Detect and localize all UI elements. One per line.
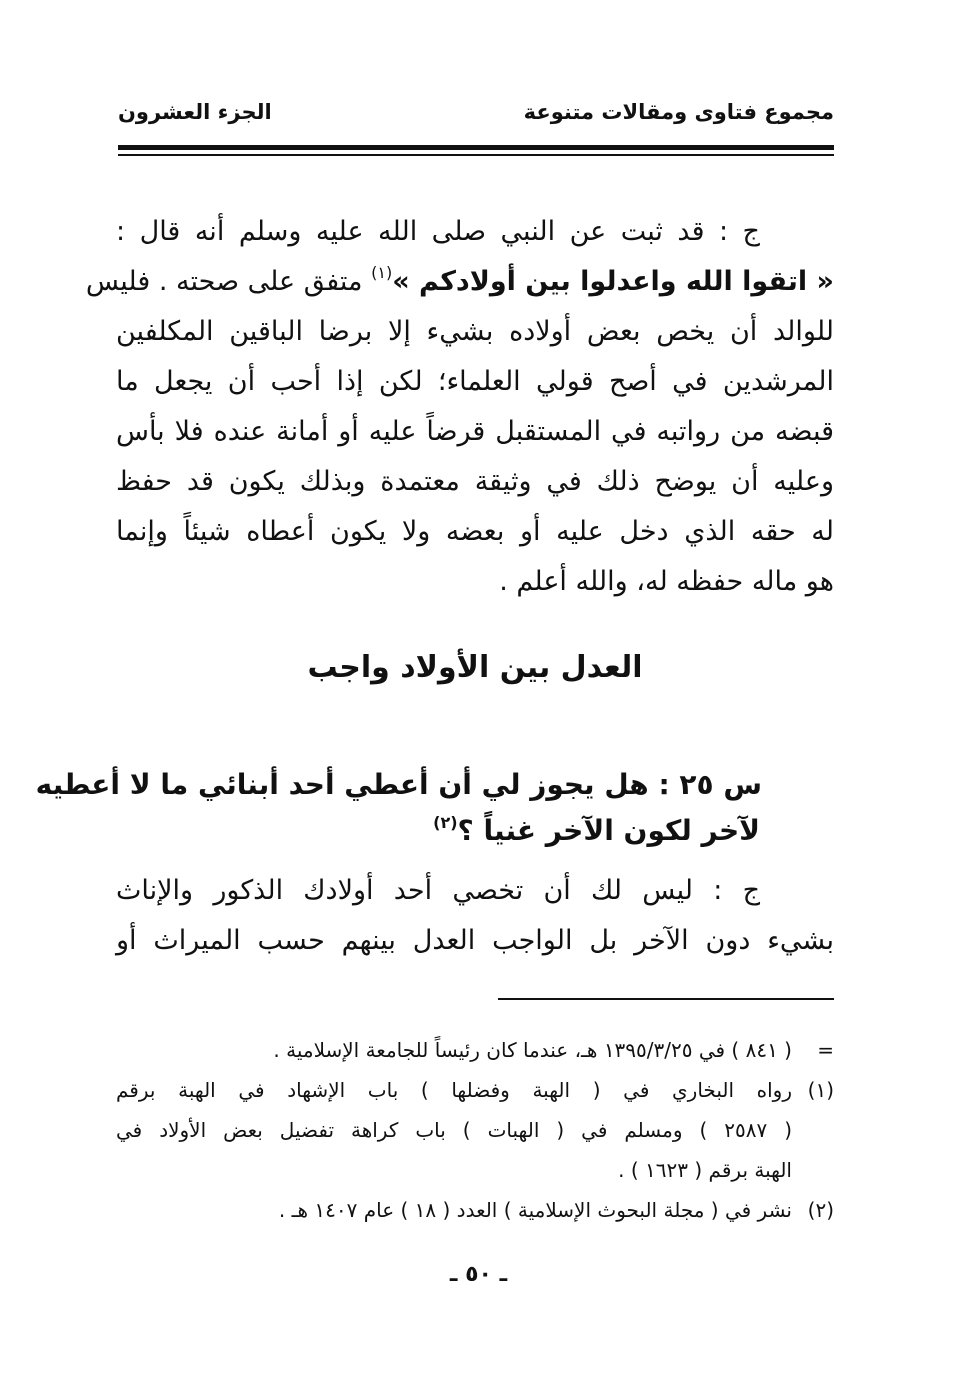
hadith-quote: « اتقوا الله واعدلوا بين أولادكم »: [392, 266, 834, 297]
footnote-continuation-mark: =: [817, 1038, 834, 1062]
book-title: مجموع فتاوى ومقالات متنوعة: [523, 100, 834, 124]
answer1-line-5: قبضه من رواتبه في المستقبل قرضاً عليه أو أمانة عنده فلا بأس: [116, 416, 834, 447]
answer1-line-6: وعليه أن يوضح ذلك في وثيقة معتمدة وبذلك يكون قد حفظ: [116, 466, 834, 497]
answer1-line-7: له حقه الذي دخل عليه أو بعضه ولا يكون أعطاه شيئاً وإنما: [116, 516, 834, 547]
section-title: العدل بين الأولاد واجب: [307, 650, 643, 685]
header-rule-thick: [118, 145, 834, 150]
answer-paragraph-2: [116, 866, 834, 966]
footnote-2-mark: (٢): [807, 1198, 834, 1222]
footnote-1-mark: (١): [807, 1078, 834, 1102]
footnote-continuation: [116, 1030, 834, 1070]
answer2-line-2: بشيء دون الآخر بل الواجب العدل بينهم حسب الميراث أو: [116, 925, 834, 956]
question-line-2-text: لآخر لكون الآخر غنياً ؟: [457, 814, 760, 847]
answer1-line-1: ج : قد ثبت عن النبي صلى الله عليه وسلم أنه قال :: [116, 216, 760, 247]
volume-label: الجزء العشرون: [118, 100, 272, 124]
answer1-line-4: المرشدين في أصح قولي العلماء؛ لكن إذا أحب أن يجعل ما: [116, 366, 834, 397]
footnotes: [116, 1030, 834, 1230]
footnote-1-line-2: ( ٢٥٨٧ ) ومسلم في ( الهبات ) باب كراهة تفضيل بعض الأولاد في: [116, 1118, 792, 1142]
answer1-line-3: للوالد أن يخص بعض أولاده بشيء إلا برضا الباقين المكلفين: [116, 316, 834, 347]
answer2-line-1: ج : ليس لك أن تخصي أحد أولادك الذكور والإناث: [116, 875, 760, 906]
question-line-1: س ٢٥ : هل يجوز لي أن أعطي أحد أبنائي ما لا أعطيه: [35, 768, 762, 801]
footnote-separator: [498, 998, 834, 1000]
footnote-1: [116, 1070, 834, 1190]
answer1-line-2: [85, 257, 834, 307]
running-header: [118, 100, 834, 140]
header-rule-thin: [118, 154, 834, 156]
page-number: ـ ٥٠ ـ: [449, 1262, 508, 1287]
hadith-grading: متفق على صحته . فليس: [85, 266, 372, 297]
footnote-1-line-1: رواه البخاري في ( الهبة وفضلها ) باب الإشهاد في الهبة برقم: [116, 1078, 792, 1102]
question-line-2: [116, 808, 834, 854]
answer1-line-8: هو ماله حفظه له، والله أعلم .: [499, 566, 834, 597]
footnote-continuation-text: ( ٨٤١ ) في ١٣٩٥/٣/٢٥ هـ، عندما كان رئيساً للجامعة الإسلامية .: [273, 1038, 792, 1062]
question-25: [35, 762, 834, 854]
footnote-2-text: نشر في ( مجلة البحوث الإسلامية ) العدد ( ١٨ ) عام ١٤٠٧ هـ .: [278, 1198, 792, 1222]
footnote-2: [116, 1190, 834, 1230]
footnote-ref-1: (١): [371, 263, 393, 282]
footnote-1-line-3: الهبة برقم ( ١٦٢٣ ) .: [618, 1158, 792, 1182]
answer-paragraph-1: [85, 207, 834, 607]
footnote-ref-2: (٢): [433, 813, 458, 832]
